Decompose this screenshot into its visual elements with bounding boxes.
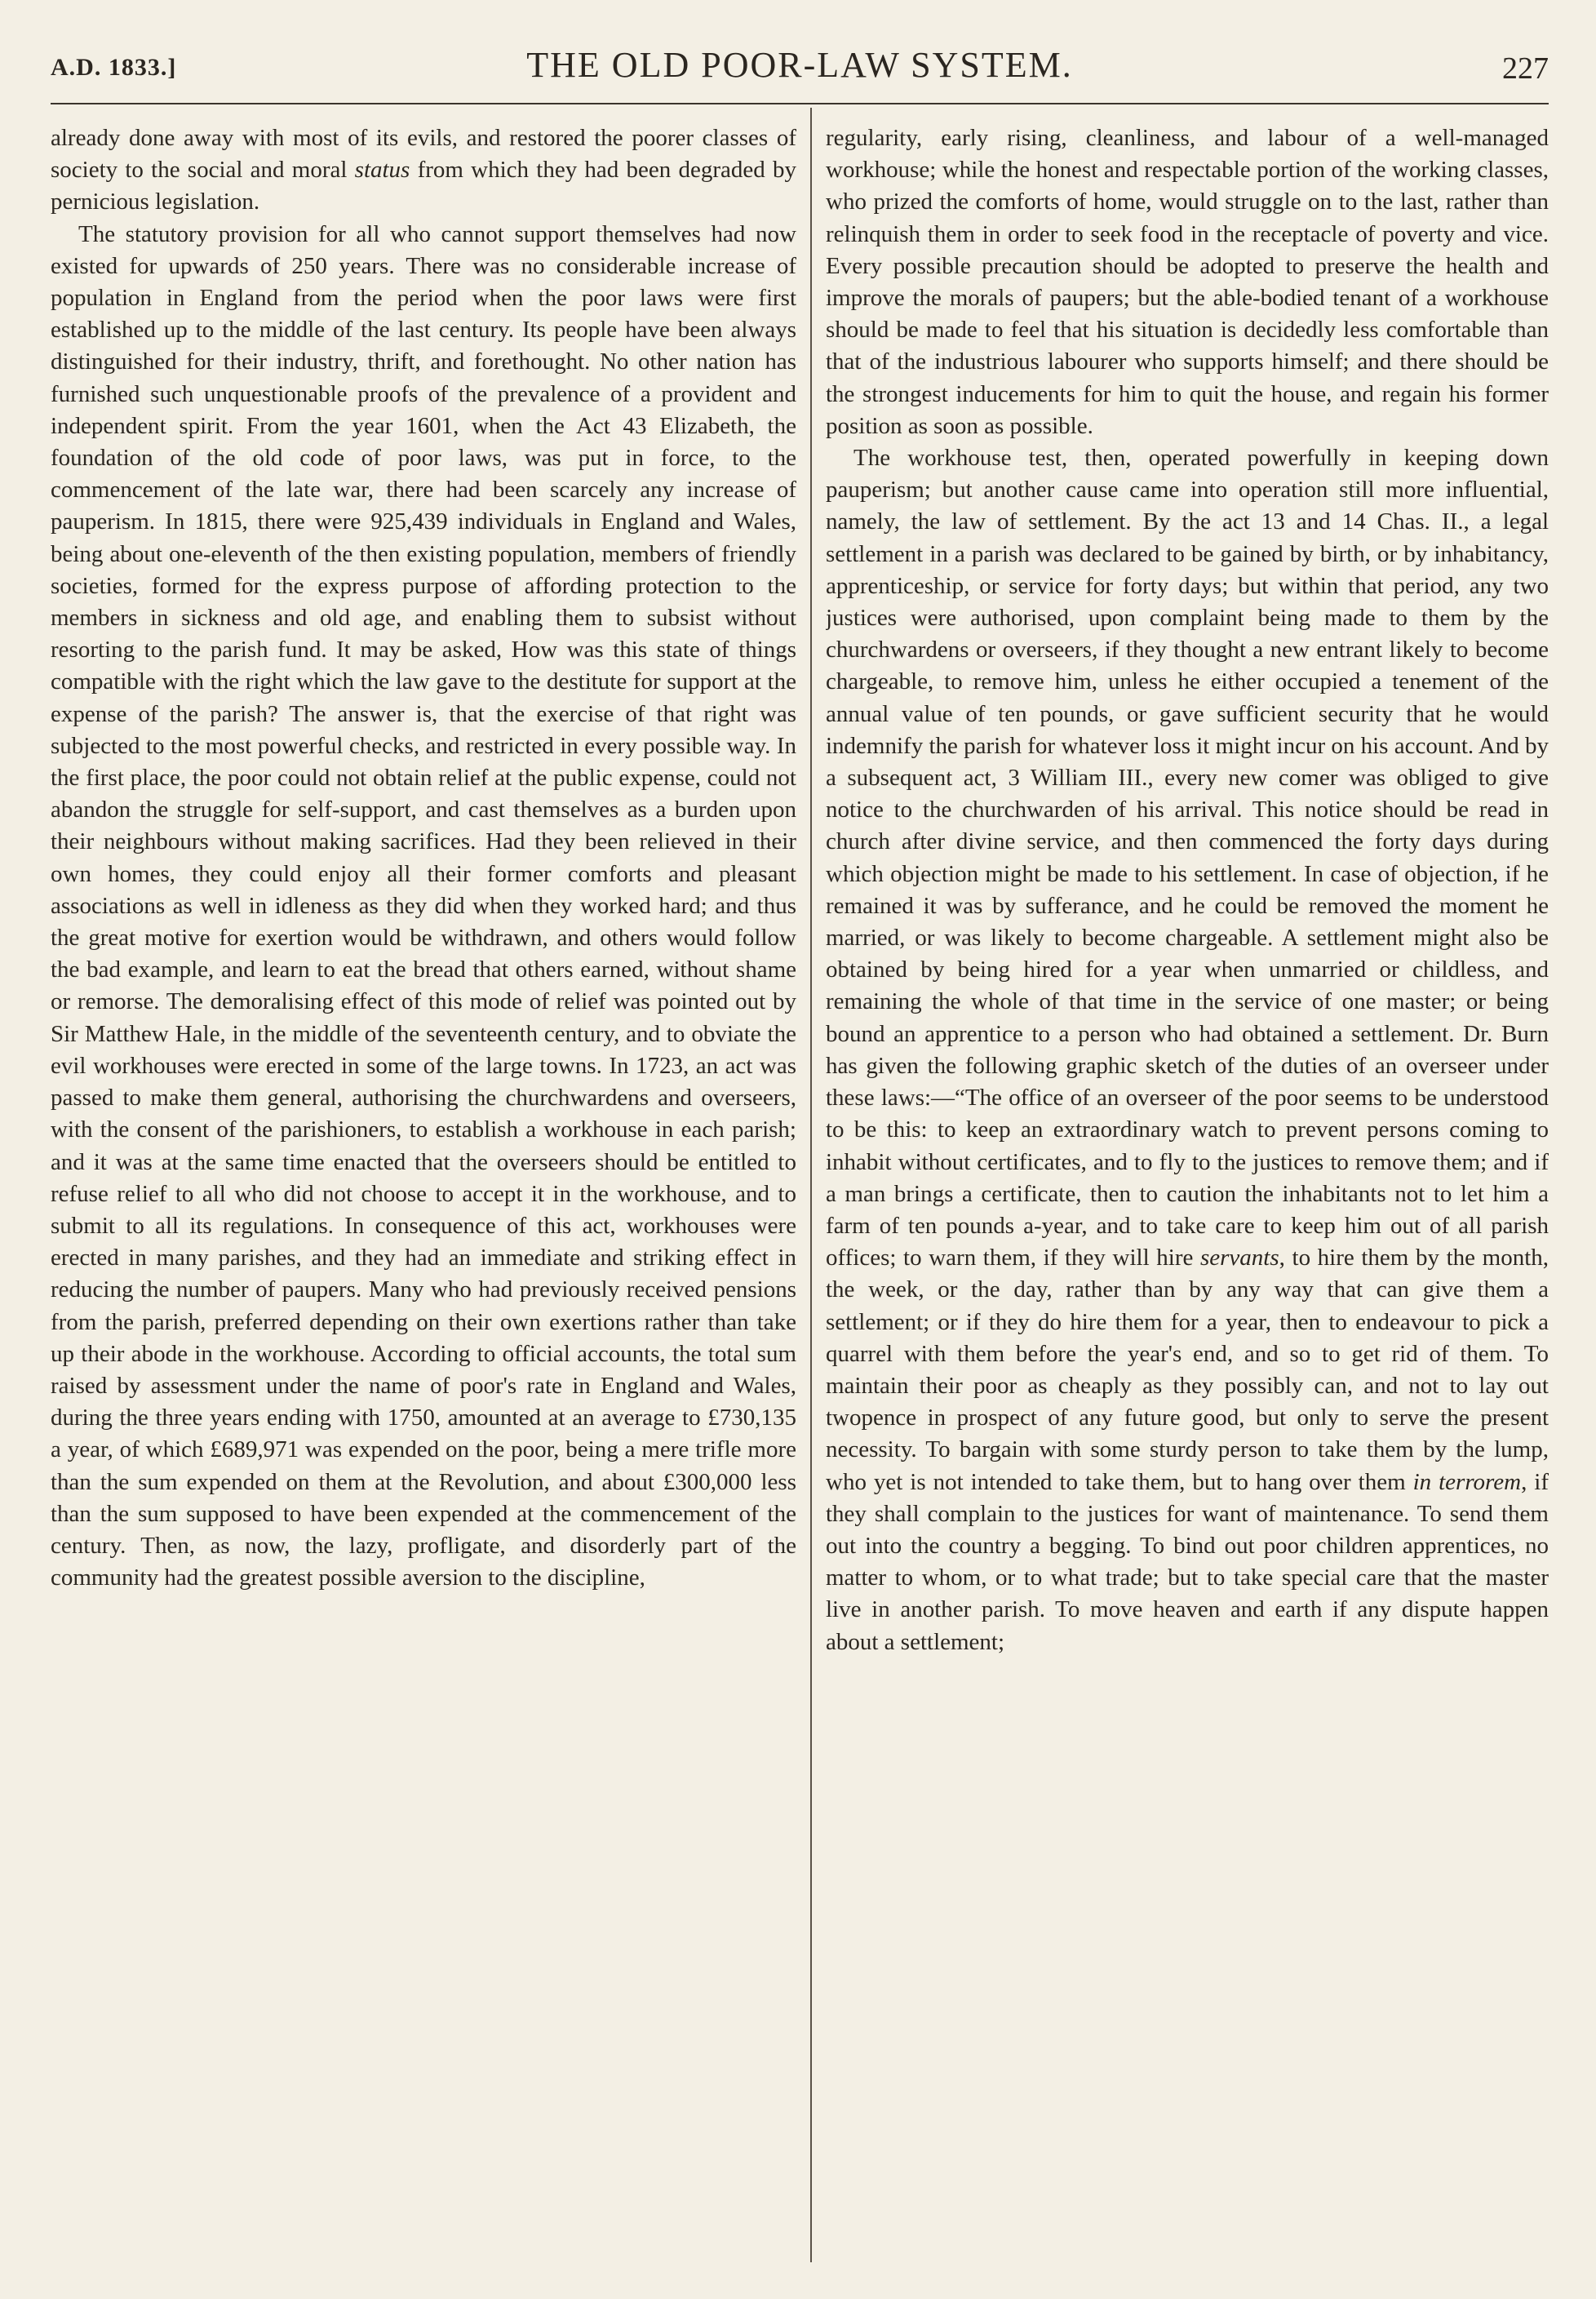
header-date: A.D. 1833.]	[51, 54, 177, 81]
left-p1-text-b: from which they had been degraded by pernicious legislation.	[51, 157, 796, 215]
page-number: 227	[1502, 51, 1549, 86]
right-column	[826, 122, 1549, 2277]
right-p2-text-a: The workhouse test, then, operated powerfully in keeping down pauperism; but another cause came into operation still more influential, namely, the law of settlement. By the act 13 and 14 Chas. II., a legal settlement in a parish was declared to be gained by birth, or by inhabitancy, apprenticeship, or service for forty days; but within that period, any two justices were authorised, upon complaint being made to them by the churchwardens or overseers, if they thought a new entrant likely to become chargeable, to remove him, unless he either occupied a tenement of the annual value of ten pounds, or gave sufficient security that he would indemnify the parish for whatever loss it might incur on his account. And by a subsequent act, 3 William III., every new comer was obliged to give notice to the churchwarden of his arrival. This notice should be read in church after divine service, and then commenced the forty days during which objection might be made to his settlement. In case of objection, if he remained it was by sufferance, and he could be removed the moment he married, or was likely to become chargeable. A settlement might also be obtained by being hired for a year when unmarried or childless, and remaining the whole of that time in the service of one master; or being bound an apprentice to a person who had obtained a settlement. Dr. Burn has given the following graphic sketch of the duties of an overseer under these laws:—“The office of an overseer of the poor seems to be understood to be this: to keep an extraordinary watch to prevent persons coming to inhabit without certificates, and to fly to the justices to remove them; and if a man brings a certificate, then to caution the inhabitants not to let him a farm of ten pounds a-year, and to take care to keep him out of all parish offices; to warn them, if they will hire	[826, 445, 1549, 1272]
left-p1-italic-status: status	[354, 157, 410, 184]
right-p2-text-b: , to hire them by the month, the week, or the day, rather than by any way that can give them a settlement; or if they do hire them for a year, then to endeavour to pick a quarrel with them before the year's end, and so to get rid of them. To maintain their poor as cheaply as they possibly can, and not to lay out twopence in prospect of any future good, but only to serve the present necessity. To bargain with some sturdy person to take them by the lump, who yet is not intended to take them, but to hang over them	[826, 1245, 1549, 1495]
left-p1-text-a: already done away with most of its evils, and restored the poorer classes of society to the social and moral	[51, 125, 796, 184]
right-paragraph-1: regularity, early rising, cleanliness, and labour of a well-managed workhouse; while the honest and respectable portion of the working classes, who prized the comforts of home, would struggle on to the last, rather than relinquish them in order to seek food in the receptacle of poverty and vice. Every possible precaution should be adopted to preserve the health and improve the morals of paupers; but the able-bodied tenant of a workhouse should be made to feel that his situation is decidedly less comfortable than that of the industrious labourer who supports himself; and there should be the strongest inducements for him to quit the house, and regain his former position as soon as possible.	[826, 125, 1549, 439]
left-column	[51, 122, 796, 2277]
left-paragraph-2: The statutory provision for all who cannot support themselves had now existed for upwards of 250 years. There was no considerable increase of population in England from the period when the poor laws were first established up to the middle of the last century. Its people have been always distinguished for their industry, thrift, and forethought. No other nation has furnished such unquestionable proofs of the prevalence of a provident and independent spirit. From the year 1601, when the Act 43 Elizabeth, the foundation of the old code of poor laws, was put in force, to the commencement of the late war, there had been scarcely any increase of pauperism. In 1815, there were 925,439 individuals in England and Wales, being about one-eleventh of the then existing population, members of friendly societies, formed for the express purpose of affording protection to the members in sickness and old age, and enabling them to subsist without resorting to the parish fund. It may be asked, How was this state of things compatible with the right which the law gave to the destitute for support at the expense of the parish? The answer is, that the exercise of that right was subjected to the most powerful checks, and restricted in every possible way. In the first place, the poor could not obtain relief at the public expense, could not abandon the struggle for self-support, and cast themselves as a burden upon their neighbours without making sacrifices. Had they been relieved in their own homes, they could enjoy all their former comforts and pleasant associations as well in idleness as they did when they worked hard; and thus the great motive for exertion would be withdrawn, and others would follow the bad example, and learn to eat the bread that others earned, without shame or remorse. The demoralising effect of this mode of relief was pointed out by Sir Matthew Hale, in the middle of the seventeenth century, and to obviate the evil workhouses were erected in some of the large towns. In 1723, an act was passed to make them general, authorising the churchwardens and overseers, with the consent of the parishioners, to establish a workhouse in each parish; and it was at the same time enacted that the overseers should be entitled to refuse relief to all who did not choose to accept it in the workhouse, and to submit to all its regulations. In consequence of this act, workhouses were erected in many parishes, and they had an immediate and striking effect in reducing the number of paupers. Many who had previously received pensions from the parish, preferred depending on their own exertions rather than take up their abode in the workhouse. According to official accounts, the total sum raised by assessment under the name of poor's rate in England and Wales, during the three years ending with 1750, amounted at an average to £730,135 a year, of which £689,971 was expended on the poor, being a mere trifle more than the sum expended on them at the Revolution, and about £300,000 less than the sum supposed to have been expended at the commencement of the century. Then, as now, the lazy, profligate, and disorderly part of the community had the greatest possible aversion to the discipline,	[51, 220, 796, 1591]
left-paragraph-1	[51, 122, 796, 219]
running-head	[51, 42, 1549, 91]
column-divider	[810, 108, 812, 2262]
right-p2-italic-servants: servants	[1199, 1245, 1279, 1272]
right-p2-italic-in-terrorem: in terrorem	[1412, 1468, 1522, 1495]
right-paragraph-2	[826, 442, 1549, 1658]
header-title: THE OLD POOR-LAW SYSTEM.	[526, 45, 1073, 85]
header-rule	[51, 103, 1549, 104]
right-p2-text-c: , if they shall complain to the justices for want of maintenance. To send them out into the country a begging. To bind out poor children apprentices, no matter to whom, or to what trade; but to take special care that the master live in another parish. To move heaven and earth if any dispute happen about a settlement;	[826, 1468, 1549, 1655]
